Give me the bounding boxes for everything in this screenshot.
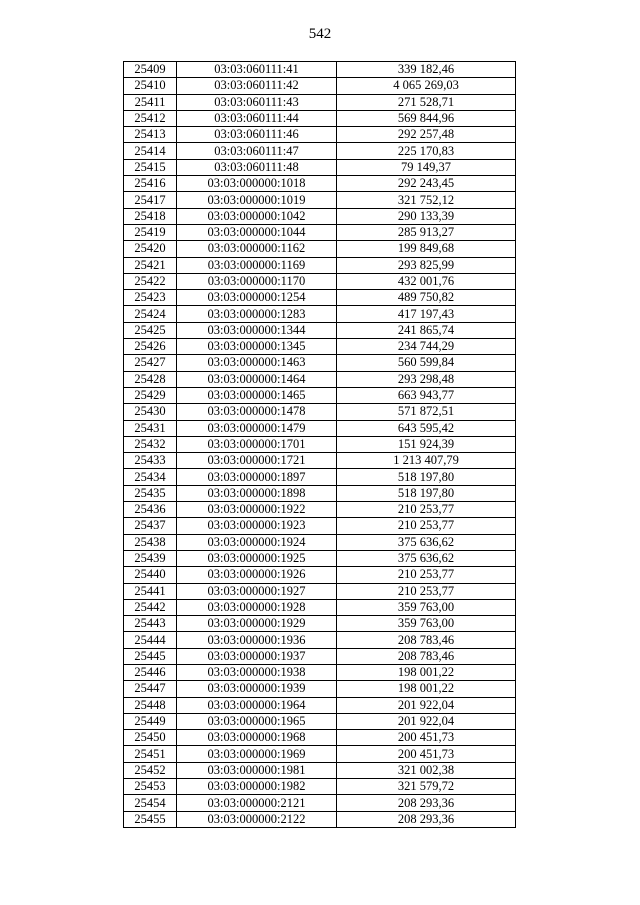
cadastral-number-cell: 03:03:000000:1928 [177, 599, 337, 615]
data-table [123, 61, 516, 828]
cadastral-number-cell: 03:03:000000:1478 [177, 404, 337, 420]
table-row [124, 78, 516, 94]
row-number-cell: 25414 [124, 143, 177, 159]
table-row [124, 485, 516, 501]
cadastral-number-cell: 03:03:000000:1969 [177, 746, 337, 762]
table-row [124, 192, 516, 208]
cadastral-number-cell: 03:03:060111:46 [177, 127, 337, 143]
table-row [124, 371, 516, 387]
table-row [124, 681, 516, 697]
row-number-cell: 25438 [124, 534, 177, 550]
cadastral-number-cell: 03:03:000000:1169 [177, 257, 337, 273]
row-number-cell: 25412 [124, 110, 177, 126]
cadastral-number-cell: 03:03:000000:1042 [177, 208, 337, 224]
cadastral-number-cell: 03:03:060111:43 [177, 94, 337, 110]
value-cell: 210 253,77 [337, 518, 516, 534]
table-row [124, 224, 516, 240]
row-number-cell: 25453 [124, 779, 177, 795]
row-number-cell: 25452 [124, 762, 177, 778]
value-cell: 198 001,22 [337, 664, 516, 680]
table-row [124, 599, 516, 615]
table-row [124, 762, 516, 778]
cadastral-number-cell: 03:03:000000:1936 [177, 632, 337, 648]
cadastral-number-cell: 03:03:000000:1923 [177, 518, 337, 534]
table-row [124, 616, 516, 632]
row-number-cell: 25422 [124, 273, 177, 289]
table-row [124, 697, 516, 713]
value-cell: 241 865,74 [337, 322, 516, 338]
table-row [124, 306, 516, 322]
table-row [124, 453, 516, 469]
value-cell: 200 451,73 [337, 746, 516, 762]
cadastral-number-cell: 03:03:000000:1929 [177, 616, 337, 632]
table-row [124, 632, 516, 648]
value-cell: 271 528,71 [337, 94, 516, 110]
value-cell: 210 253,77 [337, 583, 516, 599]
cadastral-number-cell: 03:03:000000:1345 [177, 339, 337, 355]
table-row [124, 355, 516, 371]
cadastral-number-cell: 03:03:000000:1170 [177, 273, 337, 289]
row-number-cell: 25427 [124, 355, 177, 371]
value-cell: 321 752,12 [337, 192, 516, 208]
value-cell: 293 825,99 [337, 257, 516, 273]
table-row [124, 664, 516, 680]
table-row [124, 534, 516, 550]
row-number-cell: 25424 [124, 306, 177, 322]
row-number-cell: 25433 [124, 453, 177, 469]
cadastral-number-cell: 03:03:000000:1019 [177, 192, 337, 208]
cadastral-number-cell: 03:03:000000:1938 [177, 664, 337, 680]
row-number-cell: 25432 [124, 436, 177, 452]
table-row [124, 730, 516, 746]
row-number-cell: 25421 [124, 257, 177, 273]
value-cell: 569 844,96 [337, 110, 516, 126]
value-cell: 208 783,46 [337, 648, 516, 664]
row-number-cell: 25440 [124, 567, 177, 583]
cadastral-number-cell: 03:03:000000:1927 [177, 583, 337, 599]
table-row [124, 290, 516, 306]
row-number-cell: 25431 [124, 420, 177, 436]
value-cell: 375 636,62 [337, 534, 516, 550]
cadastral-number-cell: 03:03:000000:1464 [177, 371, 337, 387]
value-cell: 663 943,77 [337, 387, 516, 403]
value-cell: 225 170,83 [337, 143, 516, 159]
table-row [124, 436, 516, 452]
row-number-cell: 25416 [124, 176, 177, 192]
row-number-cell: 25409 [124, 62, 177, 78]
value-cell: 321 579,72 [337, 779, 516, 795]
value-cell: 290 133,39 [337, 208, 516, 224]
value-cell: 292 243,45 [337, 176, 516, 192]
row-number-cell: 25439 [124, 550, 177, 566]
row-number-cell: 25441 [124, 583, 177, 599]
cadastral-number-cell: 03:03:000000:1965 [177, 713, 337, 729]
table-row [124, 339, 516, 355]
value-cell: 4 065 269,03 [337, 78, 516, 94]
row-number-cell: 25444 [124, 632, 177, 648]
table-row [124, 241, 516, 257]
cadastral-number-cell: 03:03:000000:1897 [177, 469, 337, 485]
cadastral-number-cell: 03:03:000000:1926 [177, 567, 337, 583]
table-row [124, 420, 516, 436]
table-row [124, 469, 516, 485]
cadastral-number-cell: 03:03:000000:1968 [177, 730, 337, 746]
row-number-cell: 25435 [124, 485, 177, 501]
value-cell: 200 451,73 [337, 730, 516, 746]
value-cell: 198 001,22 [337, 681, 516, 697]
value-cell: 321 002,38 [337, 762, 516, 778]
table-row [124, 273, 516, 289]
table-row [124, 404, 516, 420]
cadastral-number-cell: 03:03:000000:1463 [177, 355, 337, 371]
value-cell: 292 257,48 [337, 127, 516, 143]
row-number-cell: 25437 [124, 518, 177, 534]
table-row [124, 94, 516, 110]
table-row [124, 208, 516, 224]
cadastral-number-cell: 03:03:000000:1898 [177, 485, 337, 501]
cadastral-number-cell: 03:03:000000:1162 [177, 241, 337, 257]
cadastral-number-cell: 03:03:060111:44 [177, 110, 337, 126]
row-number-cell: 25443 [124, 616, 177, 632]
row-number-cell: 25429 [124, 387, 177, 403]
row-number-cell: 25450 [124, 730, 177, 746]
cadastral-number-cell: 03:03:000000:1254 [177, 290, 337, 306]
table-row [124, 387, 516, 403]
value-cell: 432 001,76 [337, 273, 516, 289]
value-cell: 208 293,36 [337, 811, 516, 827]
row-number-cell: 25449 [124, 713, 177, 729]
cadastral-number-cell: 03:03:060111:48 [177, 159, 337, 175]
table-row [124, 648, 516, 664]
row-number-cell: 25436 [124, 502, 177, 518]
table-body [124, 62, 516, 828]
value-cell: 417 197,43 [337, 306, 516, 322]
value-cell: 489 750,82 [337, 290, 516, 306]
table-row [124, 159, 516, 175]
value-cell: 359 763,00 [337, 599, 516, 615]
row-number-cell: 25430 [124, 404, 177, 420]
row-number-cell: 25445 [124, 648, 177, 664]
table-row [124, 713, 516, 729]
cadastral-number-cell: 03:03:000000:1479 [177, 420, 337, 436]
table-row [124, 127, 516, 143]
cadastral-number-cell: 03:03:000000:1018 [177, 176, 337, 192]
value-cell: 560 599,84 [337, 355, 516, 371]
table-row [124, 502, 516, 518]
table-row [124, 143, 516, 159]
table-row [124, 746, 516, 762]
value-cell: 151 924,39 [337, 436, 516, 452]
row-number-cell: 25410 [124, 78, 177, 94]
row-number-cell: 25451 [124, 746, 177, 762]
value-cell: 359 763,00 [337, 616, 516, 632]
row-number-cell: 25423 [124, 290, 177, 306]
row-number-cell: 25434 [124, 469, 177, 485]
row-number-cell: 25446 [124, 664, 177, 680]
cadastral-number-cell: 03:03:000000:1925 [177, 550, 337, 566]
table-row [124, 62, 516, 78]
cadastral-number-cell: 03:03:000000:1982 [177, 779, 337, 795]
row-number-cell: 25419 [124, 224, 177, 240]
value-cell: 375 636,62 [337, 550, 516, 566]
value-cell: 201 922,04 [337, 713, 516, 729]
table-row [124, 550, 516, 566]
row-number-cell: 25415 [124, 159, 177, 175]
row-number-cell: 25455 [124, 811, 177, 827]
cadastral-number-cell: 03:03:000000:2122 [177, 811, 337, 827]
table-row [124, 583, 516, 599]
table-row [124, 795, 516, 811]
row-number-cell: 25426 [124, 339, 177, 355]
value-cell: 210 253,77 [337, 567, 516, 583]
table-row [124, 779, 516, 795]
cadastral-number-cell: 03:03:000000:1721 [177, 453, 337, 469]
row-number-cell: 25418 [124, 208, 177, 224]
table-row [124, 110, 516, 126]
value-cell: 208 293,36 [337, 795, 516, 811]
value-cell: 208 783,46 [337, 632, 516, 648]
row-number-cell: 25448 [124, 697, 177, 713]
cadastral-number-cell: 03:03:000000:1937 [177, 648, 337, 664]
value-cell: 1 213 407,79 [337, 453, 516, 469]
table-row [124, 322, 516, 338]
row-number-cell: 25425 [124, 322, 177, 338]
table-row [124, 811, 516, 827]
value-cell: 571 872,51 [337, 404, 516, 420]
cadastral-number-cell: 03:03:000000:1044 [177, 224, 337, 240]
table-row [124, 176, 516, 192]
row-number-cell: 25442 [124, 599, 177, 615]
cadastral-number-cell: 03:03:000000:1465 [177, 387, 337, 403]
cadastral-number-cell: 03:03:000000:1964 [177, 697, 337, 713]
cadastral-number-cell: 03:03:000000:1939 [177, 681, 337, 697]
cadastral-number-cell: 03:03:060111:42 [177, 78, 337, 94]
row-number-cell: 25420 [124, 241, 177, 257]
value-cell: 234 744,29 [337, 339, 516, 355]
value-cell: 518 197,80 [337, 469, 516, 485]
value-cell: 201 922,04 [337, 697, 516, 713]
table-row [124, 257, 516, 273]
cadastral-number-cell: 03:03:000000:1981 [177, 762, 337, 778]
value-cell: 293 298,48 [337, 371, 516, 387]
cadastral-number-cell: 03:03:000000:2121 [177, 795, 337, 811]
row-number-cell: 25411 [124, 94, 177, 110]
value-cell: 339 182,46 [337, 62, 516, 78]
cadastral-number-cell: 03:03:000000:1344 [177, 322, 337, 338]
row-number-cell: 25413 [124, 127, 177, 143]
value-cell: 210 253,77 [337, 502, 516, 518]
table-row [124, 567, 516, 583]
table-row [124, 518, 516, 534]
cadastral-number-cell: 03:03:000000:1701 [177, 436, 337, 452]
row-number-cell: 25454 [124, 795, 177, 811]
value-cell: 199 849,68 [337, 241, 516, 257]
row-number-cell: 25447 [124, 681, 177, 697]
cadastral-number-cell: 03:03:060111:47 [177, 143, 337, 159]
cadastral-number-cell: 03:03:060111:41 [177, 62, 337, 78]
value-cell: 643 595,42 [337, 420, 516, 436]
value-cell: 518 197,80 [337, 485, 516, 501]
row-number-cell: 25417 [124, 192, 177, 208]
page-number: 542 [308, 26, 332, 42]
value-cell: 285 913,27 [337, 224, 516, 240]
cadastral-number-cell: 03:03:000000:1924 [177, 534, 337, 550]
value-cell: 79 149,37 [337, 159, 516, 175]
row-number-cell: 25428 [124, 371, 177, 387]
cadastral-number-cell: 03:03:000000:1283 [177, 306, 337, 322]
cadastral-number-cell: 03:03:000000:1922 [177, 502, 337, 518]
